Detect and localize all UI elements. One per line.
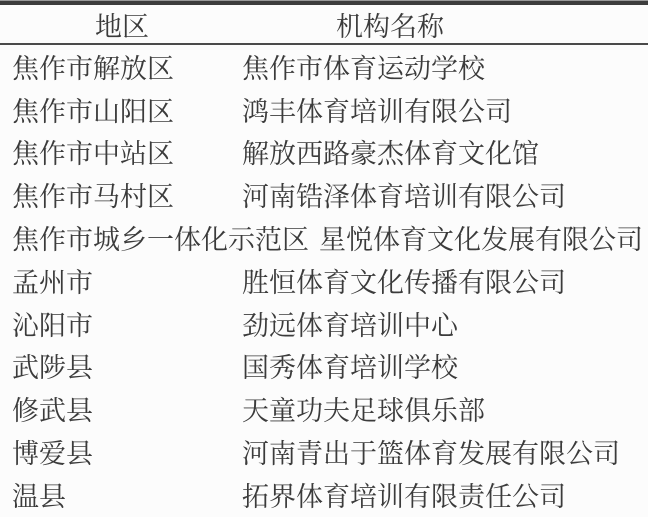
table-row [0, 173, 648, 216]
organization-cell: 鸿丰体育培训有限公司 [242, 96, 512, 127]
region-cell: 修武县 [12, 396, 93, 427]
table-body [0, 45, 648, 516]
organization-cell: 天童功夫足球俱乐部 [242, 396, 485, 427]
region-cell: 焦作市中站区 [12, 139, 174, 170]
organization-cell: 拓界体育培训有限责任公司 [242, 481, 566, 512]
table-row [0, 302, 648, 345]
column-header-region: 地区 [95, 11, 149, 42]
region-organization-table [0, 1, 648, 517]
table-row [0, 473, 648, 516]
region-cell: 温县 [12, 481, 66, 512]
table-row [0, 387, 648, 430]
organization-cell: 劲远体育培训中心 [242, 310, 458, 341]
organization-cell: 胜恒体育文化传播有限公司 [242, 267, 566, 298]
region-cell: 焦作市城乡一体化示范区 [12, 225, 309, 256]
table-row [0, 345, 648, 388]
region-cell: 沁阳市 [12, 310, 93, 341]
region-cell: 博爱县 [12, 439, 93, 470]
region-cell: 焦作市解放区 [12, 53, 174, 84]
region-cell: 孟州市 [12, 267, 93, 298]
organization-cell: 星悦体育文化发展有限公司 [319, 225, 643, 256]
organization-cell: 解放西路豪杰体育文化馆 [242, 139, 539, 170]
organization-cell: 河南青出于篮体育发展有限公司 [242, 439, 620, 470]
region-cell: 焦作市马村区 [12, 182, 174, 213]
region-cell: 焦作市山阳区 [12, 96, 174, 127]
region-cell: 武陟县 [12, 353, 93, 384]
table-row [0, 45, 648, 88]
organization-cell: 河南锆泽体育培训有限公司 [242, 182, 566, 213]
table-row [0, 259, 648, 302]
organization-cell: 焦作市体育运动学校 [242, 53, 485, 84]
table-row [0, 430, 648, 473]
table-header-row [0, 5, 648, 43]
organization-cell: 国秀体育培训学校 [242, 353, 458, 384]
column-header-organization: 机构名称 [336, 11, 444, 42]
table-row [0, 88, 648, 131]
table-row [0, 216, 648, 259]
table-row [0, 131, 648, 174]
